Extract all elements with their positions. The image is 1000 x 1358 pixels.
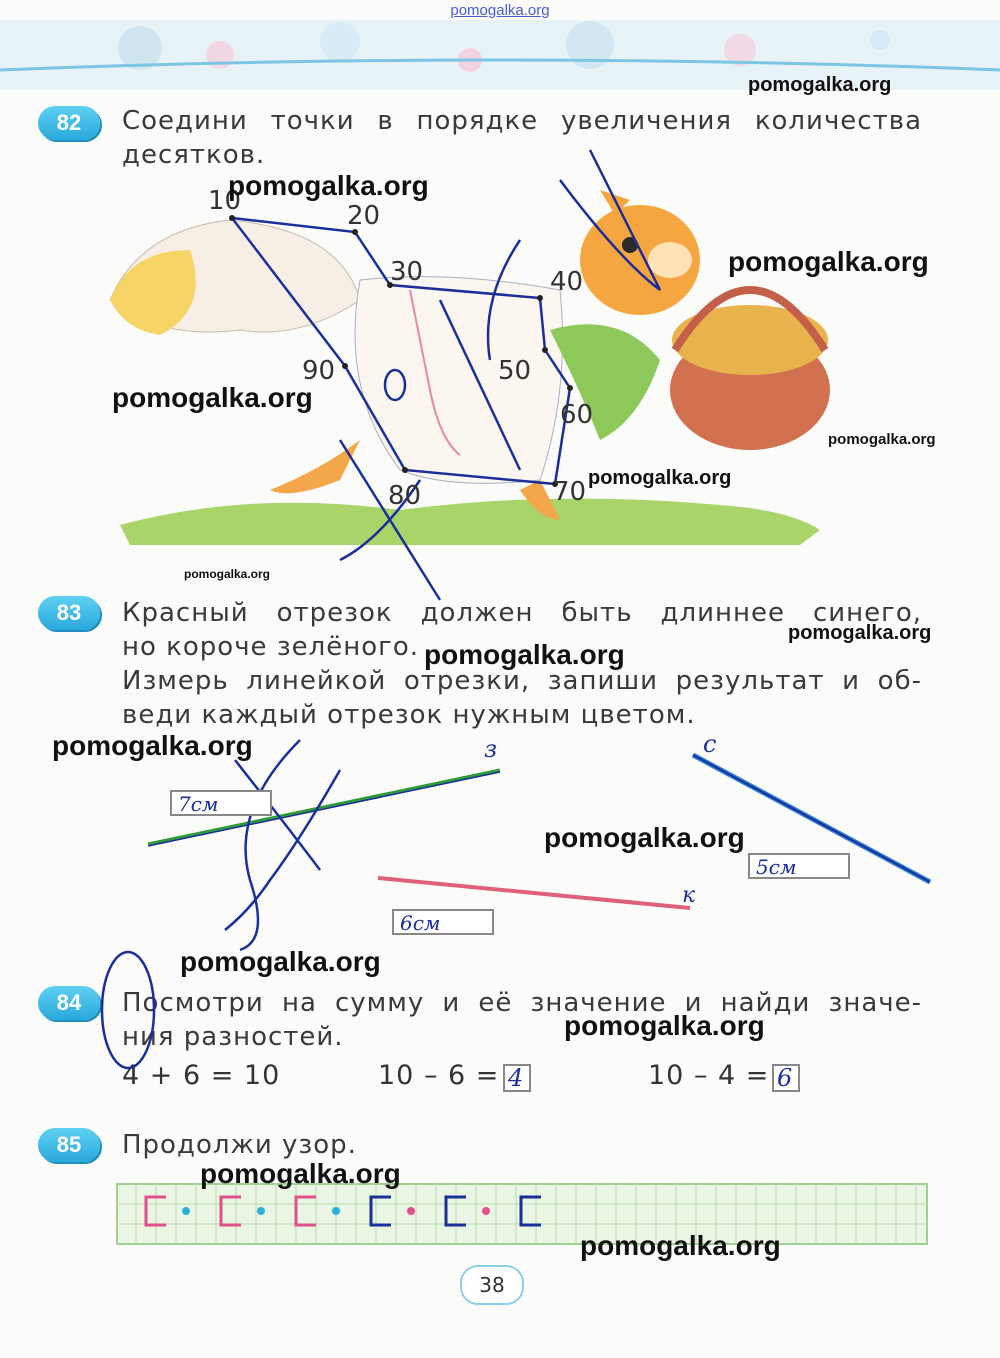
circle-scribble-84 bbox=[90, 945, 170, 1075]
dot-label-50: 50 bbox=[498, 356, 532, 386]
equation-diff2: 10 – 4 = bbox=[648, 1060, 770, 1091]
watermark: pomogalka.org bbox=[184, 567, 271, 581]
watermark: pomogalka.org bbox=[748, 74, 892, 96]
watermark: pomogalka.org bbox=[580, 1230, 781, 1261]
green-mark: з bbox=[484, 735, 498, 763]
answer-box-diff2[interactable] bbox=[772, 1064, 800, 1092]
watermark: pomogalka.org bbox=[788, 622, 932, 644]
watermark: pomogalka.org bbox=[112, 382, 313, 413]
dot-label-20: 20 bbox=[347, 201, 381, 231]
answer-diff2: 6 bbox=[777, 1064, 793, 1092]
pattern-grid[interactable] bbox=[116, 1183, 928, 1245]
task-83-text-line3: Измерь линейкой отрезки, запиши результат и об- bbox=[122, 666, 922, 696]
task-85-text-line1: Продолжи узор. bbox=[122, 1130, 357, 1160]
task-83-text-line2: но короче зелёного. bbox=[122, 632, 419, 662]
answer-diff1: 4 bbox=[508, 1064, 524, 1092]
dot-label-70: 70 bbox=[553, 477, 587, 507]
watermark: pomogalka.org bbox=[52, 730, 253, 761]
red-answer-box[interactable] bbox=[392, 909, 494, 935]
page-number: 38 bbox=[460, 1265, 524, 1305]
watermark: pomogalka.org bbox=[828, 431, 936, 448]
watermark: pomogalka.org bbox=[424, 639, 625, 670]
red-mark: к bbox=[682, 883, 696, 908]
watermark: pomogalka.org bbox=[564, 1010, 765, 1041]
dot-label-40: 40 bbox=[550, 267, 584, 297]
equation-sum: 4 + 6 = 10 bbox=[122, 1060, 281, 1091]
task-83-badge: 83 bbox=[38, 596, 100, 630]
watermark: pomogalka.org bbox=[728, 246, 929, 277]
blue-mark: с bbox=[703, 730, 717, 758]
task-82-text-line2: десятков. bbox=[122, 140, 266, 170]
dot-label-90: 90 bbox=[302, 356, 336, 386]
task-84-text-line1: Посмотри на сумму и её значение и найди значе- bbox=[122, 988, 922, 1018]
task-83-text-line4: веди каждый отрезок нужным цветом. bbox=[122, 700, 696, 730]
watermark: pomogalka.org bbox=[588, 467, 732, 489]
green-answer: 7см bbox=[178, 792, 219, 816]
red-answer: 6см bbox=[400, 911, 441, 935]
watermark: pomogalka.org bbox=[180, 946, 381, 977]
dot-label-30: 30 bbox=[390, 257, 424, 287]
task-82-text-line1: Соедини точки в порядке увеличения количества bbox=[122, 106, 922, 136]
dot-label-80: 80 bbox=[388, 481, 422, 511]
task-84-badge: 84 bbox=[38, 986, 100, 1020]
watermark: pomogalka.org bbox=[200, 1158, 401, 1189]
watermark: pomogalka.org bbox=[544, 822, 745, 853]
blue-answer: 5см bbox=[756, 855, 797, 879]
watermark: pomogalka.org bbox=[228, 170, 429, 201]
blue-answer-box[interactable] bbox=[748, 853, 850, 879]
task-85-badge: 85 bbox=[38, 1128, 100, 1162]
answer-box-diff1[interactable] bbox=[503, 1064, 531, 1092]
green-answer-box[interactable] bbox=[170, 790, 272, 816]
dot-label-60: 60 bbox=[560, 400, 594, 430]
top-watermark: pomogalka.org bbox=[450, 2, 550, 19]
task-82-badge: 82 bbox=[38, 106, 100, 140]
dot-label-10: 10 bbox=[208, 186, 242, 216]
red-segment bbox=[378, 878, 690, 908]
task-84-text-line2: ния разностей. bbox=[122, 1022, 344, 1052]
equation-diff1: 10 – 6 = bbox=[378, 1060, 500, 1091]
task-83-text-line1: Красный отрезок должен быть длиннее синего, bbox=[122, 598, 922, 628]
